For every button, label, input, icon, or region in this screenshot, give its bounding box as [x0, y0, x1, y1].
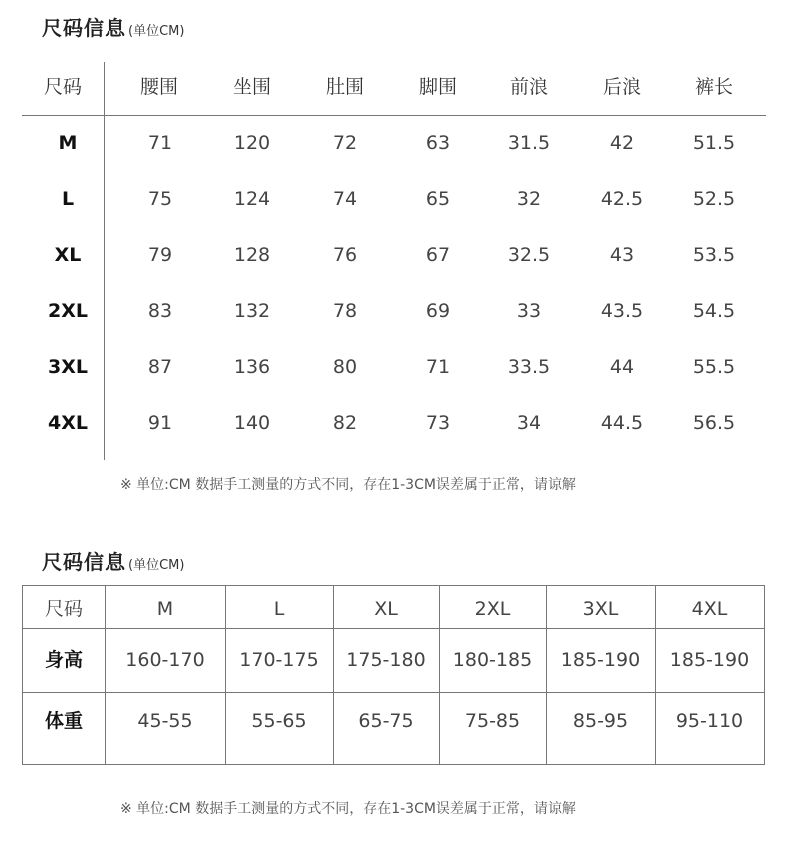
header-cell: 4XL — [691, 598, 728, 620]
size-label: L — [61, 188, 75, 210]
table-cell: 42 — [609, 132, 635, 154]
header-cell: 后浪 — [602, 76, 641, 98]
table-cell: 79 — [147, 244, 173, 266]
table-cell: 95-110 — [675, 710, 744, 732]
table-cell: 72 — [332, 132, 358, 154]
table-cell: 33 — [516, 300, 542, 322]
table-row — [22, 115, 766, 171]
table-row — [22, 171, 766, 227]
table-cell: 65 — [425, 188, 451, 210]
table-cell: 44 — [609, 356, 635, 378]
table-cell: 80 — [332, 356, 358, 378]
header-cell: 脚围 — [418, 76, 457, 98]
section1-title-text: 尺码信息 — [42, 16, 126, 40]
table-cell: 128 — [233, 244, 271, 266]
section2-title — [42, 546, 184, 575]
table-cell: 78 — [332, 300, 358, 322]
table-row — [22, 283, 766, 339]
table-cell: 55-65 — [251, 710, 307, 732]
note-text: ※ 单位:CM 数据手工测量的方式不同，存在1-3CM误差属于正常，请谅解 — [120, 477, 576, 493]
table-cell: 136 — [233, 356, 271, 378]
table-cell: 140 — [233, 412, 271, 434]
note-text: ※ 单位:CM 数据手工测量的方式不同，存在1-3CM误差属于正常，请谅解 — [120, 801, 576, 817]
table-cell: 71 — [425, 356, 451, 378]
table-header-row — [22, 62, 766, 118]
table-cell: 56.5 — [692, 412, 736, 434]
table-cell: 53.5 — [692, 244, 736, 266]
table-cell: 83 — [147, 300, 173, 322]
table-row — [22, 227, 766, 283]
table-cell: 180-185 — [452, 649, 533, 671]
table-cell: 120 — [233, 132, 271, 154]
header-cell: M — [156, 598, 174, 620]
table-cell: 69 — [425, 300, 451, 322]
table-cell: 42.5 — [600, 188, 644, 210]
table-cell: 55.5 — [692, 356, 736, 378]
header-cell: 前浪 — [509, 76, 548, 98]
section1-title — [42, 12, 184, 41]
table-cell: 44.5 — [600, 412, 644, 434]
header-cell: 腰围 — [139, 76, 178, 98]
header-cell: 坐围 — [232, 76, 271, 98]
header-cell: 肚围 — [325, 76, 364, 98]
section2-unit: (单位CM) — [128, 558, 185, 573]
header-cell: L — [273, 598, 285, 620]
header-cell: 尺码 — [43, 76, 82, 98]
table-cell: 32.5 — [507, 244, 551, 266]
size-label: XL — [54, 244, 82, 266]
table-cell: 91 — [147, 412, 173, 434]
table-cell: 185-190 — [560, 649, 641, 671]
table-cell: 124 — [233, 188, 271, 210]
size-label: M — [58, 132, 78, 154]
table-cell: 43 — [609, 244, 635, 266]
header-cell: 3XL — [582, 598, 619, 620]
table-cell: 33.5 — [507, 356, 551, 378]
table-cell: 74 — [332, 188, 358, 210]
table-row — [22, 339, 766, 395]
table-cell: 34 — [516, 412, 542, 434]
table-cell: 43.5 — [600, 300, 644, 322]
size-measurement-table — [22, 62, 766, 460]
table-cell: 85-95 — [572, 710, 629, 732]
table-cell: 31.5 — [507, 132, 551, 154]
header-cell: 尺码 — [44, 598, 83, 620]
table-cell: 82 — [332, 412, 358, 434]
table-cell: 170-175 — [239, 649, 319, 671]
table-cell: 87 — [147, 356, 173, 378]
header-cell: 2XL — [474, 598, 511, 620]
header-cell: 裤长 — [694, 76, 733, 98]
table-cell: 185-190 — [669, 649, 750, 671]
section2-title-text: 尺码信息 — [42, 550, 126, 574]
table-row — [22, 395, 766, 451]
table-cell: 73 — [425, 412, 451, 434]
table-cell: 132 — [233, 300, 271, 322]
table-cell: 32 — [516, 188, 542, 210]
table-cell: 76 — [332, 244, 358, 266]
table-cell: 52.5 — [692, 188, 736, 210]
table-cell: 71 — [147, 132, 173, 154]
table-cell: 63 — [425, 132, 451, 154]
size-label: 4XL — [48, 412, 88, 434]
table-cell: 45-55 — [137, 710, 193, 732]
table-cell: 51.5 — [692, 132, 736, 154]
height-weight-table — [22, 585, 765, 765]
size-label: 2XL — [48, 300, 88, 322]
table-cell: 67 — [425, 244, 451, 266]
header-cell: XL — [374, 598, 398, 620]
table-cell: 175-180 — [346, 649, 426, 671]
table-cell: 65-75 — [358, 710, 414, 732]
row-label-weight: 体重 — [44, 710, 83, 732]
section1-unit: (单位CM) — [128, 24, 185, 39]
table-cell: 75-85 — [464, 710, 521, 732]
table-cell: 54.5 — [692, 300, 736, 322]
table-cell: 160-170 — [125, 649, 205, 671]
table-cell: 75 — [147, 188, 173, 210]
row-label-height: 身高 — [44, 649, 83, 671]
size-label: 3XL — [48, 356, 88, 378]
